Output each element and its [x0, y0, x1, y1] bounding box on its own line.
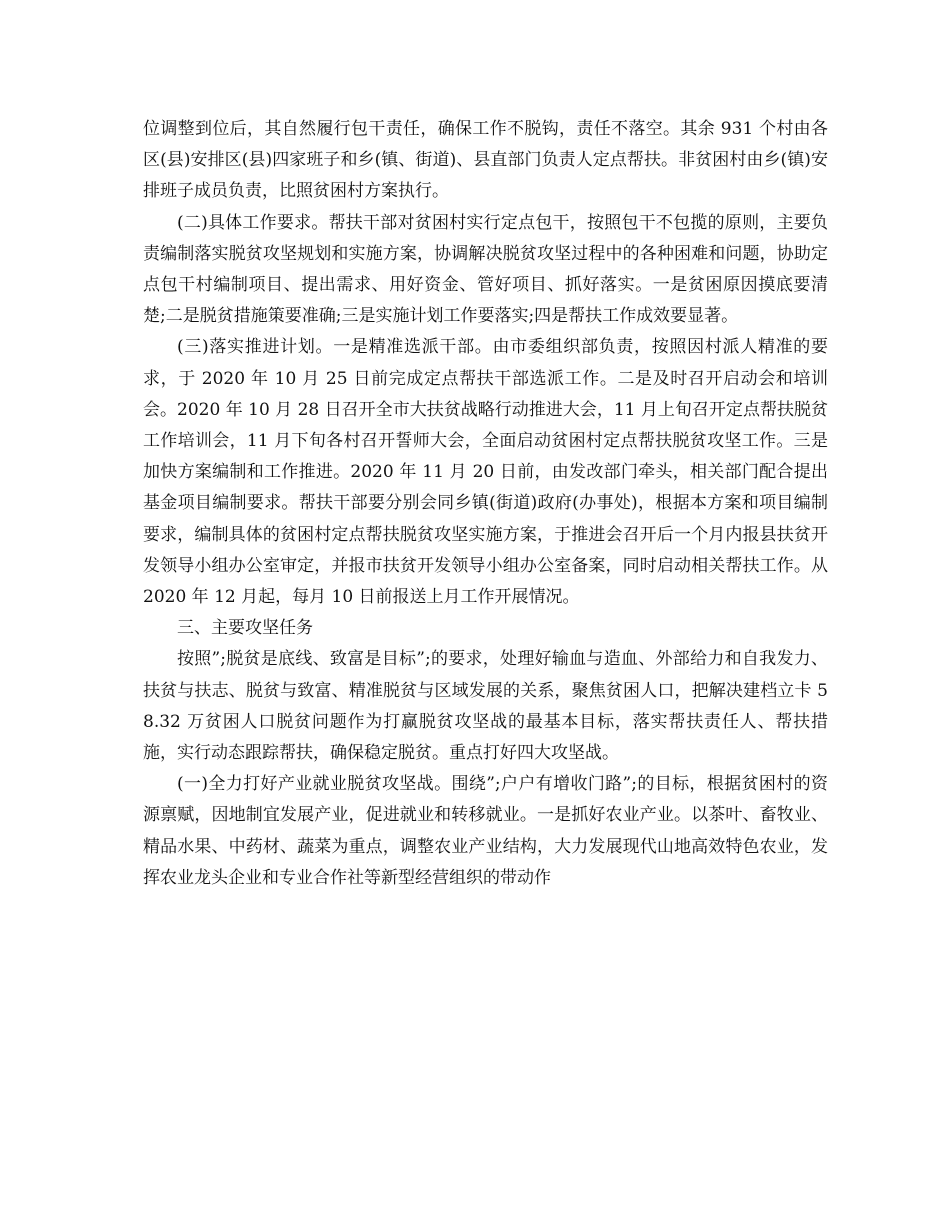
paragraph-industry-employment: (一)全力打好产业就业脱贫攻坚战。围绕”;户户有增收门路”;的目标，根据贫困村的资源禀赋，因地制宜发展产业，促进就业和转移就业。一是抓好农业产业。以茶叶、畜牧业、精品水果、中药材、蔬菜为重点，调整农业产业结构，大力发展现代山地高效特色农业，发挥农业龙头企业和专业合作社等新型经营组织的带动作 [143, 774, 828, 888]
paragraph-main-tasks: 按照”;脱贫是底线、致富是目标”;的要求，处理好输血与造血、外部给力和自我发力、扶贫与扶志、脱贫与致富、精准脱贫与区域发展的关系，聚焦贫困人口，把解决建档立卡 58.32 万贫困人口脱贫问题作为打赢脱贫攻坚战的最基本目标，落实帮扶责任人、帮扶措施，实行动态跟踪帮扶，确保稳定脱贫。重点打好四大攻坚战。 [143, 649, 828, 764]
document-page [143, 114, 828, 894]
paragraph-work-requirements: (二)具体工作要求。帮扶干部对贫困村实行定点包干，按照包干不包揽的原则，主要负责编制落实脱贫攻坚规划和实施方案，协调解决脱贫攻坚过程中的各种困难和问题，协助定点包干村编制项目、提出需求、用好资金、管好项目、抓好落实。一是贫困原因摸底要清楚;二是脱贫措施策要准确;三是实施计划工作要落实;四是帮扶工作成效要显著。 [143, 212, 828, 327]
section-heading: 三、主要攻坚任务 [177, 618, 313, 639]
paragraph-continuation: 位调整到位后，其自然履行包干责任，确保工作不脱钩，责任不落空。其余 931 个村由各区(县)安排区(县)四家班子和乡(镇、街道)、县直部门负责人定点帮扶。非贫困村由乡(镇)安排班子成员负责，比照贫困村方案执行。 [143, 119, 828, 202]
paragraph-implementation-plan: (三)落实推进计划。一是精准选派干部。由市委组织部负责，按照因村派人精准的要求，于 2020 年 10 月 25 日前完成定点帮扶干部选派工作。二是及时召开启动会和培训会。2020 年 10 月 28 日召开全市大扶贫战略行动推进大会，11 月上旬召开定点帮扶脱贫工作培训会，11 月下旬各村召开誓师大会，全面启动贫困村定点帮扶脱贫攻坚工作。三是加快方案编制和工作推进。2020 年 11 月 20 日前，由发改部门牵头，相关部门配合提出基金项目编制要求。帮扶干部要分别会同乡镇(街道)政府(办事处)，根据本方案和项目编制要求，编制具体的贫困村定点帮扶脱贫攻坚实施方案，于推进会召开后一个月内报县扶贫开发领导小组办公室审定，并报市扶贫开发领导小组办公室备案，同时启动相关帮扶工作。从 2020 年 12 月起，每月 10 日前报送上月工作开展情况。 [143, 337, 828, 608]
